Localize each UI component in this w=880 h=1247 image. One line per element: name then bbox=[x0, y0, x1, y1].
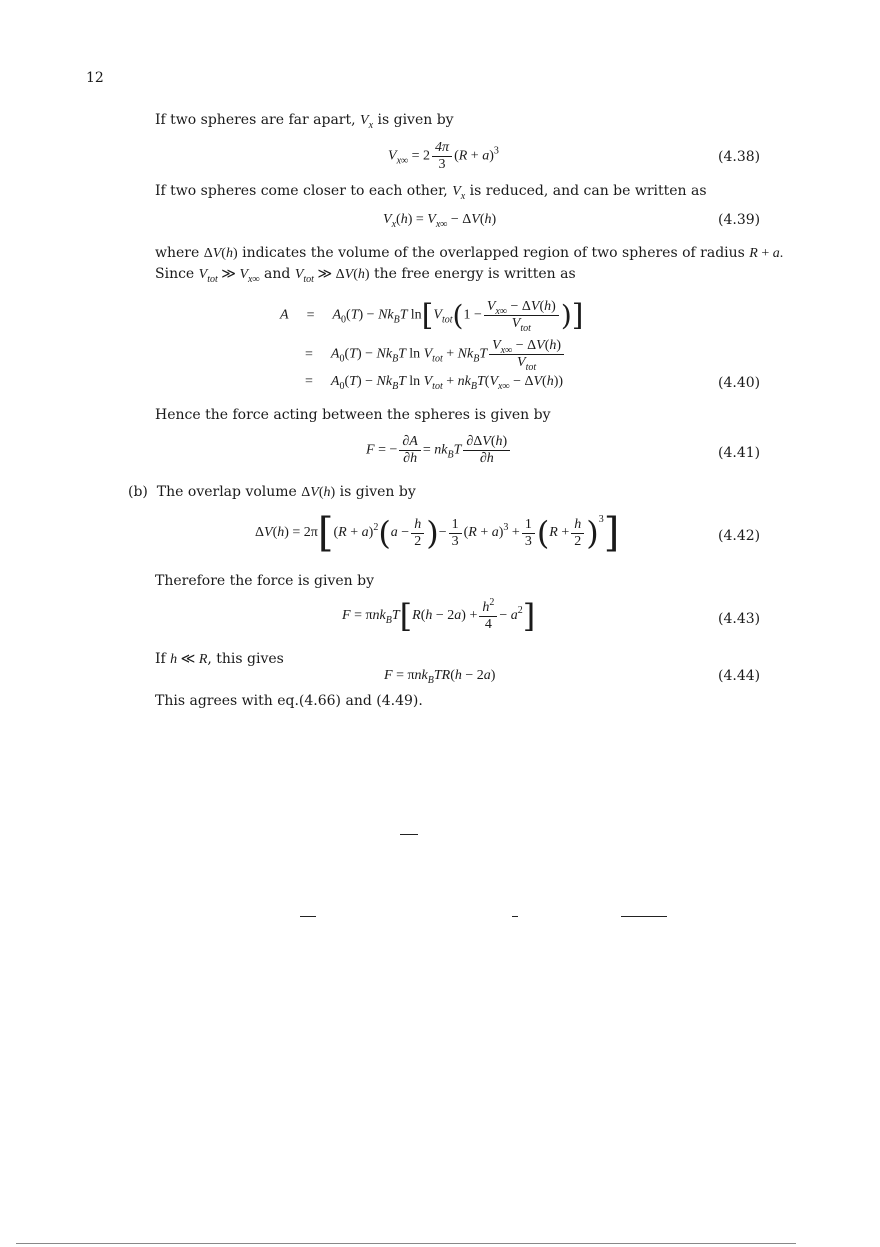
paragraph-2: If two spheres come closer to each other, $V_x$ is reduced, and can be written as bbox=[155, 183, 707, 202]
equation-number: (4.38) bbox=[718, 149, 761, 165]
equation-4-39: $V_x(h) = V_{x\infty} - \Delta V(h)$ bbox=[383, 212, 497, 230]
equation-4-43: F = πnk$_B$T[R(h − 2a) + $\frac{h^2}{4}$ − $a^2$] bbox=[342, 596, 536, 635]
item-label: (b) bbox=[128, 484, 148, 500]
paragraph-3: where ΔV(h) indicates the volume of the overlapped region of two spheres of radius R + a. bbox=[155, 245, 784, 261]
equation-4-40-line-1: $A = A_0(T) - Nk_BT$ $\ln[V_{tot}(1$ − $\frac{V_{x\infty} - \Delta V(h)}{V_{tot}}$ )] bbox=[280, 298, 584, 334]
equation-4-40-line-2: = $A_0(T) - Nk_BT$ $\ln V_{tot} + Nk_BT$ $\frac{V_{x\infty} - \Delta V(h)}{V_{tot}}$ bbox=[305, 338, 566, 371]
equation-4-38: $V_{x\infty} = 2$ $\frac{4\pi}{3}$ $(R + a)^3$ bbox=[388, 140, 499, 172]
stray-rule bbox=[621, 916, 667, 917]
equation-number: (4.44) bbox=[718, 668, 761, 684]
equation-4-42: $\Delta V(h) = 2\pi[(R + a)^2(a$ − $\frac{h}{2}$ )− $\frac{1}{3}$ $(R + a)^3$ + $\frac{1}{3}$ (R + $\frac{h}{2}$ )$^3$] bbox=[255, 510, 620, 556]
paragraph-8: This agrees with eq.(4.66) and (4.49). bbox=[155, 693, 423, 709]
equation-number: (4.39) bbox=[718, 212, 761, 228]
equation-4-41: F = − $\frac{\partial A}{\partial h}$ = $nk_BT$ $\frac{\partial\Delta V(h)}{\partial h}$ bbox=[366, 434, 512, 467]
paragraph-6: Therefore the force is given by bbox=[155, 573, 374, 589]
equation-4-44: F = πnk$_B$TR(h − 2a) bbox=[384, 668, 496, 686]
item-b: (b) The overlap volume ΔV(h) is given by bbox=[128, 484, 416, 500]
paragraph-4: Since $V_{tot}$ ≫ $V_{x\infty}$ and $V_{tot}$ ≫ ΔV(h) the free energy is written as bbox=[155, 266, 576, 285]
stray-rule bbox=[300, 916, 316, 917]
equation-number: (4.41) bbox=[718, 445, 761, 461]
paragraph-1: If two spheres are far apart, $V_x$ is given by bbox=[155, 112, 454, 131]
stray-rule bbox=[512, 916, 518, 917]
stray-rule bbox=[400, 834, 418, 835]
equation-number: (4.40) bbox=[718, 375, 761, 391]
page-number: 12 bbox=[86, 70, 104, 86]
paragraph-7: If h ≪ R, this gives bbox=[155, 651, 284, 667]
footer-rule bbox=[16, 1243, 796, 1244]
paragraph-5: Hence the force acting between the spheres is given by bbox=[155, 407, 551, 423]
equation-4-40-line-3: = $A_0(T) - Nk_BT$ $\ln V_{tot} + nk_BT(V_{x\infty} - \Delta V(h))$ bbox=[305, 374, 564, 392]
equation-number: (4.43) bbox=[718, 611, 761, 627]
equation-number: (4.42) bbox=[718, 528, 761, 544]
